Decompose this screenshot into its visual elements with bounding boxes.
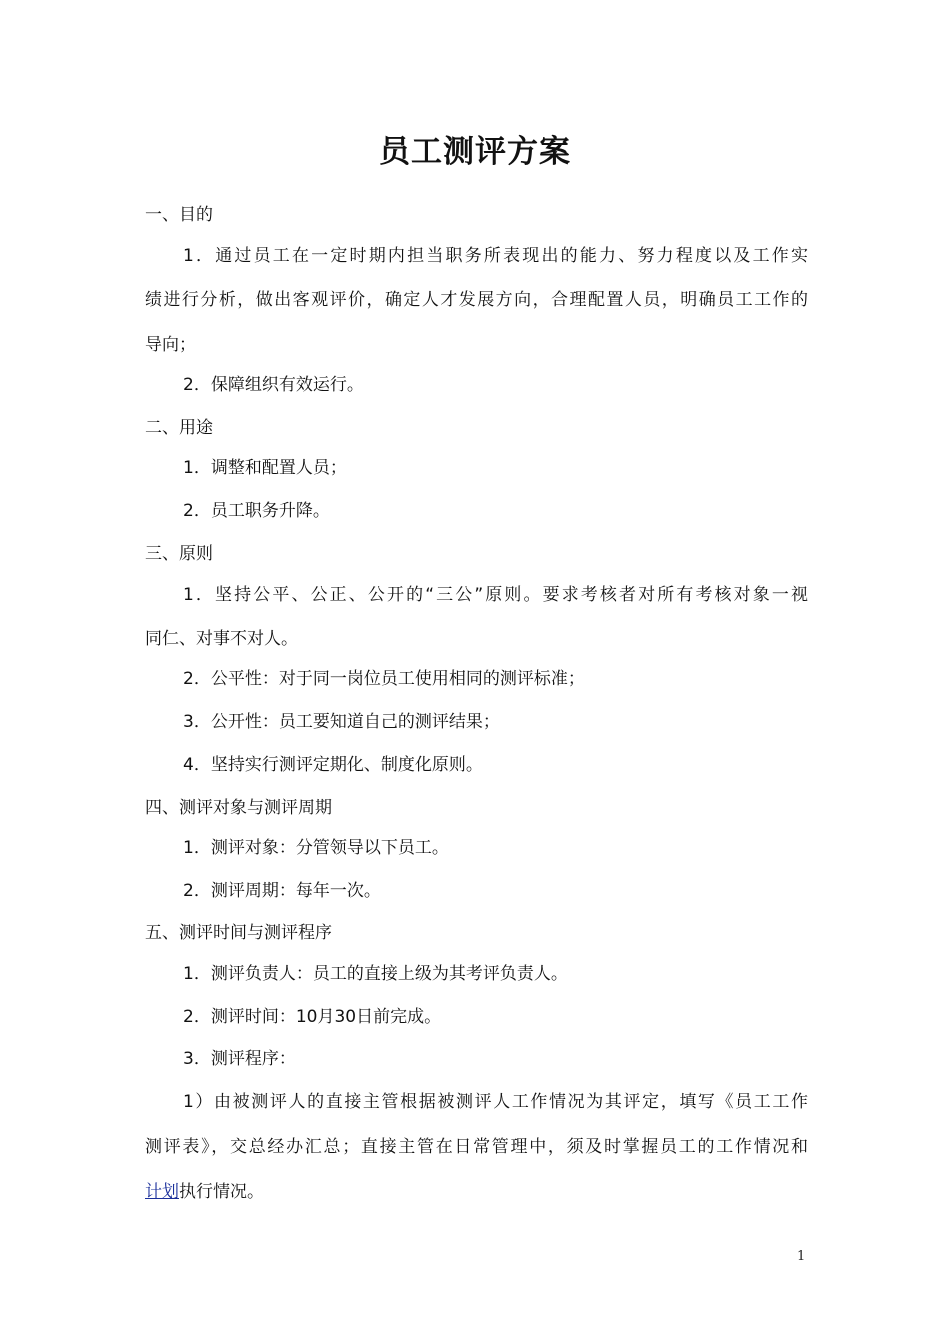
paragraph-line: 4．坚持实行测评定期化、制度化原则。 [183, 755, 483, 775]
paragraph-line: 同仁、对事不对人。 [145, 629, 298, 649]
paragraph-line: 3．公开性：员工要知道自己的测评结果； [183, 712, 500, 732]
paragraph-line: 1．测评对象：分管领导以下员工。 [183, 838, 449, 858]
section-heading-principles: 三、原则 [145, 544, 213, 564]
section-heading-usage: 二、用途 [145, 418, 213, 438]
paragraph-line: 测评表》，交总经办汇总；直接主管在日常管理中，须及时掌握员工的工作情况和 [145, 1137, 808, 1157]
section-heading-purpose: 一、目的 [145, 205, 213, 225]
page-number: 1 [797, 1249, 806, 1264]
paragraph-line: 1．调整和配置人员； [183, 458, 347, 478]
paragraph-line: 3．测评程序： [183, 1049, 296, 1069]
paragraph-line: 2．保障组织有效运行。 [183, 375, 364, 395]
paragraph-line: 绩进行分析，做出客观评价，确定人才发展方向，合理配置人员，明确员工工作的 [145, 290, 808, 310]
paragraph-line: 1．坚持公平、公正、公开的“三公”原则。要求考核者对所有考核对象一视 [183, 585, 808, 605]
paragraph-line: 导向； [145, 335, 196, 355]
paragraph-line: 2．测评周期：每年一次。 [183, 881, 381, 901]
paragraph-text: 执行情况。 [179, 1182, 264, 1202]
section-heading-procedure: 五、测评时间与测评程序 [145, 923, 332, 943]
paragraph-line: 1．测评负责人：员工的直接上级为其考评负责人。 [183, 964, 568, 984]
paragraph-line-with-link [145, 1180, 264, 1204]
paragraph-line: 2．测评时间：10月30日前完成。 [183, 1007, 442, 1027]
paragraph-line: 1）由被测评人的直接主管根据被测评人工作情况为其评定，填写《员工工作 [183, 1092, 808, 1112]
paragraph-line: 1．通过员工在一定时期内担当职务所表现出的能力、努力程度以及工作实 [183, 246, 808, 266]
section-heading-targets: 四、测评对象与测评周期 [145, 798, 332, 818]
plan-link[interactable]: 计划 [145, 1182, 179, 1202]
paragraph-line: 2．公平性：对于同一岗位员工使用相同的测评标准； [183, 669, 585, 689]
document-title: 员工测评方案 [379, 134, 571, 170]
paragraph-line: 2．员工职务升降。 [183, 501, 330, 521]
